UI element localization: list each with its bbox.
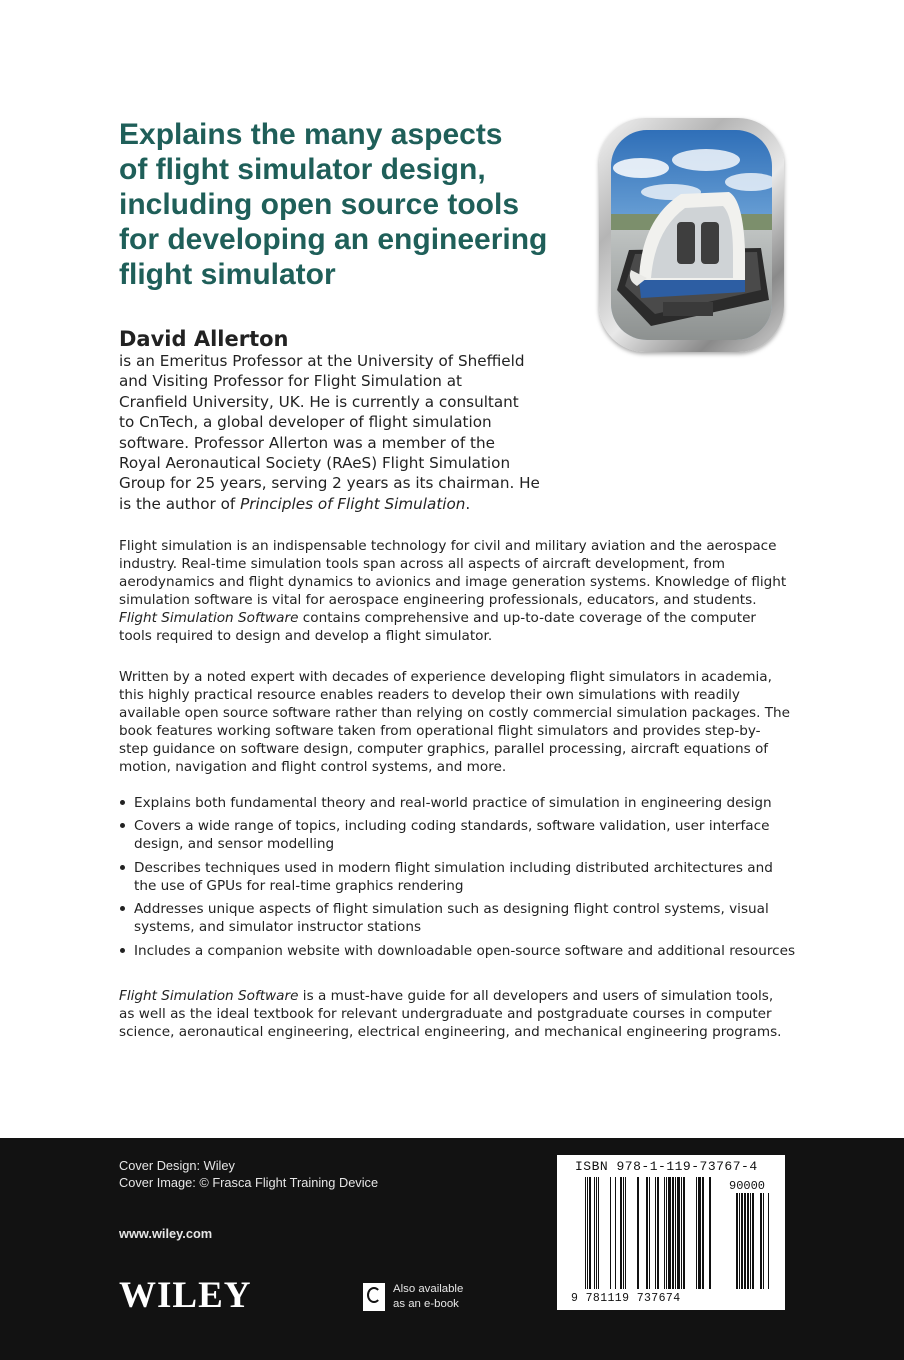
isbn-number: ISBN 978-1-119-73767-4 (575, 1159, 758, 1174)
barcode-bar (744, 1193, 746, 1289)
barcode-bar (649, 1177, 650, 1289)
barcode-bar (598, 1177, 599, 1289)
barcode-bar (683, 1177, 685, 1289)
feature-line: Addresses unique aspects of flight simulation such as designing flight control systems, visual (134, 901, 769, 918)
description-paragraph-2 (119, 668, 799, 777)
p1-line: Flight simulation is an indispensable technology for civil and military aviation and the aerospace (119, 538, 777, 554)
headline-line: Explains the many aspects (119, 118, 503, 151)
barcode-bar (696, 1177, 697, 1289)
barcode-bar (623, 1177, 624, 1289)
feature-line: the use of GPUs for real-time graphics rendering (134, 877, 464, 894)
barcode-bar (752, 1193, 754, 1289)
barcode-bar (625, 1177, 626, 1289)
p3-line: science, aeronautical engineering, electrical engineering, and mechanical engineering programs. (119, 1024, 782, 1041)
p2-line: Written by a noted expert with decades of experience developing flight simulators in academia, (119, 669, 772, 685)
headline-line: flight simulator (119, 258, 336, 291)
bio-line: software. Professor Allerton was a member of the (119, 433, 495, 452)
barcode-bar (709, 1177, 711, 1289)
p2-line: book features working software taken from operational flight simulators and provides step-by- (119, 723, 761, 740)
barcode-bar (615, 1177, 616, 1289)
barcode-bar (763, 1193, 764, 1289)
barcode-bar (672, 1177, 674, 1289)
ebook-availability (393, 1282, 463, 1312)
feature-line: Describes techniques used in modern flight simulation including distributed architectures and (134, 859, 773, 876)
p2-line: this highly practical resource enables readers to develop their own simulations with readily (119, 687, 740, 704)
barcode-bar (698, 1177, 701, 1289)
bio-line: Royal Aeronautical Society (RAeS) Flight Simulation (119, 454, 511, 473)
feature-item (119, 942, 799, 960)
p2-line: motion, navigation and flight control systems, and more. (119, 759, 507, 776)
book-title: Flight Simulation Software (119, 988, 299, 1004)
p1-line-rest: contains comprehensive and up-to-date coverage of the computer (298, 610, 757, 627)
barcode-bar (681, 1177, 682, 1289)
ebook-line: Also available (393, 1283, 464, 1295)
p1-line: aerodynamics and flight dynamics to avionics and image generation systems. Knowledge of flight (119, 574, 787, 591)
p1-line (119, 609, 799, 627)
feature-list (119, 794, 799, 965)
feature-line: design, and sensor modelling (134, 836, 335, 853)
bio-line: and Visiting Professor for Flight Simulation at (119, 372, 462, 391)
barcode-bar (741, 1193, 743, 1289)
feature-line: systems, and simulator instructor stations (134, 919, 422, 936)
feature-line: Explains both fundamental theory and real-world practice of simulation in engineering design (134, 795, 772, 811)
author-bio (119, 351, 549, 514)
p2-line: available open source software rather than relying on costly commercial simulation packages. The (119, 705, 791, 722)
wiley-logo: WILEY (119, 1275, 252, 1316)
cover-footer (0, 1138, 904, 1360)
cover-design-credit: Cover Design: Wiley (119, 1158, 235, 1173)
p3-line (119, 987, 799, 1005)
feature-item (119, 859, 799, 895)
barcode-bar (585, 1177, 586, 1289)
description-paragraph-3 (119, 987, 799, 1041)
bio-line: is an Emeritus Professor at the University of Sheffield (119, 352, 525, 370)
headline-line: of flight simulator design, (119, 153, 486, 186)
bio-line: Group for 25 years, serving 2 years as its chairman. He (119, 474, 540, 493)
barcode-bar (702, 1177, 704, 1289)
flight-simulator-photo-frame (599, 118, 784, 352)
p1-line: industry. Real-time simulation tools span across all aspects of aircraft development, from (119, 556, 726, 573)
barcode-bar (657, 1177, 659, 1289)
feature-line: Covers a wide range of topics, including coding standards, software validation, user interface (134, 818, 770, 835)
feature-line: Includes a companion website with downloadable open-source software and additional resources (134, 942, 796, 959)
feature-item (119, 794, 799, 812)
feature-item (119, 817, 799, 853)
bio-suffix: . (465, 494, 471, 513)
author-name: David Allerton (119, 327, 289, 351)
barcode-bar (736, 1193, 738, 1289)
p2-line: step guidance on software design, computer graphics, parallel processing, aircraft equations of (119, 741, 769, 758)
ean-digits: 9 781119 737674 (571, 1292, 681, 1305)
book-title-principles: Principles of Flight Simulation (240, 494, 466, 513)
barcode-bar (747, 1193, 749, 1289)
barcode-bar (760, 1193, 762, 1289)
p1-line: tools required to design and develop a flight simulator. (119, 628, 493, 645)
isbn-barcode (557, 1155, 785, 1310)
ebook-icon (363, 1283, 385, 1311)
barcode-bar (739, 1193, 740, 1289)
barcode-bar (768, 1193, 769, 1289)
bio-line: to CnTech, a global developer of flight simulation (119, 413, 492, 432)
book-title: Flight Simulation Software (119, 610, 299, 627)
barcode-bar (677, 1177, 680, 1289)
ebook-line: as an e-book (393, 1298, 459, 1310)
p3-line-rest: is a must-have guide for all developers and users of simulation tools, (298, 988, 774, 1004)
barcode-bar (589, 1177, 591, 1289)
barcode-bar (655, 1177, 656, 1289)
bio-line (119, 494, 549, 514)
headline-line: including open source tools (119, 188, 520, 221)
p3-line: as well as the ideal textbook for relevant undergraduate and postgraduate courses in computer (119, 1006, 772, 1023)
barcode-bar (675, 1177, 676, 1289)
barcode-bars (567, 1177, 777, 1291)
publisher-website[interactable]: www.wiley.com (119, 1226, 213, 1241)
description-paragraph-1 (119, 537, 799, 646)
flight-simulator-photo (611, 130, 772, 340)
barcode-bar (620, 1177, 622, 1289)
barcode-bar (750, 1193, 751, 1289)
barcode-bar (587, 1177, 588, 1289)
feature-item (119, 900, 799, 936)
barcode-bar (637, 1177, 639, 1289)
barcode-bar (596, 1177, 597, 1289)
bio-prefix: is the author of (119, 494, 241, 513)
barcode-bar (664, 1177, 665, 1289)
price-code: 90000 (729, 1179, 766, 1193)
barcode-bar (594, 1177, 595, 1289)
barcode-bar (668, 1177, 671, 1289)
p1-line: simulation software is vital for aerospace engineering professionals, educators, and students. (119, 592, 757, 609)
bio-line: Cranfield University, UK. He is currently a consultant (119, 392, 519, 411)
headline-line: for developing an engineering (119, 223, 548, 256)
barcode-bar (646, 1177, 648, 1289)
simulator-illustration (611, 130, 772, 340)
barcode-bar (610, 1177, 611, 1289)
cover-headline (119, 117, 589, 292)
barcode-bar (666, 1177, 667, 1289)
cover-image-credit: Cover Image: © Frasca Flight Training Device (119, 1175, 379, 1190)
